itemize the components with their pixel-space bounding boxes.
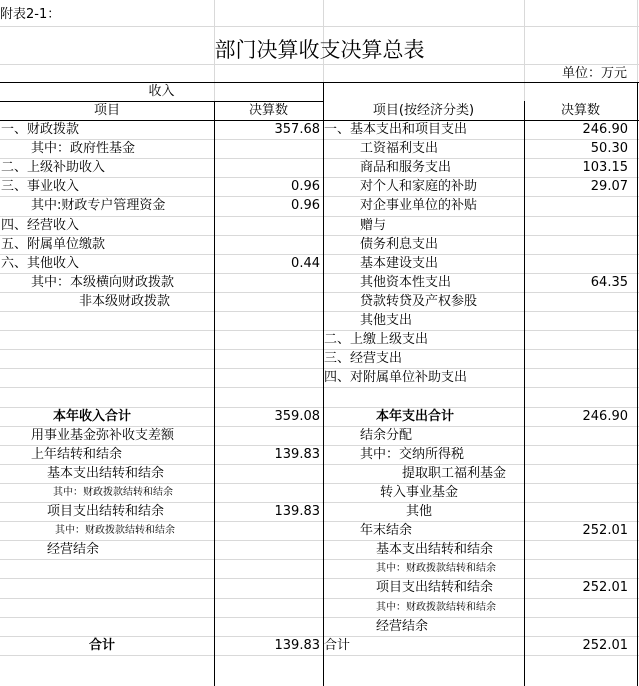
expenditure-item-label: 项目支出结转和结余: [376, 580, 494, 595]
income-item-amount: 139.83: [274, 447, 320, 462]
expenditure-item-label: 本年支出合计: [376, 409, 455, 424]
right-item-header: 项目(按经济分类): [372, 103, 475, 118]
income-item-label: 用事业基金弥补收支差额: [31, 428, 175, 443]
expenditure-item-label: 转入事业基金: [380, 485, 459, 500]
income-item-amount: 359.08: [274, 409, 320, 424]
attachment-note: 附表2-1：: [0, 7, 61, 22]
row-gridline: [0, 368, 639, 369]
expenditure-item-label: 二、上缴上级支出: [324, 332, 429, 347]
expenditure-item-amount: 252.01: [582, 580, 628, 595]
income-item-amount: 357.68: [274, 122, 320, 137]
expenditure-item-label: 对企事业单位的补贴: [360, 198, 478, 213]
income-item-amount: 139.83: [274, 638, 320, 653]
expenditure-item-label: 三、经营支出: [324, 351, 403, 366]
expenditure-item-label: 对个人和家庭的补助: [360, 179, 478, 194]
income-item-label: 三、事业收入: [1, 179, 80, 194]
expenditure-item-label: 商品和服务支出: [360, 160, 452, 175]
income-item-amount: 0.44: [291, 256, 320, 271]
expenditure-item-label: 其中：交纳所得税: [360, 447, 465, 462]
unit-label: 单位：万元: [561, 66, 627, 81]
income-item-label: 五、附属单位缴款: [1, 237, 106, 252]
row-gridline: [0, 216, 639, 217]
income-item-amount: 0.96: [291, 179, 320, 194]
income-item-label: 六、其他收入: [1, 256, 80, 271]
expenditure-item-label: 合计: [324, 638, 351, 653]
income-item-label: 其中：财政拨款结转和结余: [55, 525, 175, 536]
expenditure-item-label: 其他: [406, 504, 433, 519]
page-title: 部门决算收支决算总表: [214, 38, 425, 62]
right-amount-header: 决算数: [560, 103, 600, 118]
income-item-label: 上年结转和结余: [31, 447, 123, 462]
income-item-label: 一、财政拨款: [1, 122, 80, 137]
left-amount-header: 决算数: [248, 103, 288, 118]
income-item-label: 其中：财政拨款结转和结余: [53, 487, 173, 498]
expenditure-item-label: 工资福利支出: [360, 141, 439, 156]
row-gridline: [0, 617, 639, 618]
expenditure-item-label: 经营结余: [376, 619, 429, 634]
income-item-label: 四、经营收入: [1, 218, 80, 233]
expenditure-item-amount: 252.01: [582, 638, 628, 653]
income-item-label: 基本支出结转和结余: [47, 466, 165, 481]
income-item-label: 其中：本级横向财政拨款: [31, 275, 175, 290]
row-gridline: [0, 349, 639, 350]
income-item-label: 非本级财政拨款: [79, 294, 171, 309]
left-item-header: 项目: [93, 103, 120, 118]
expenditure-item-amount: 103.15: [582, 160, 628, 175]
income-item-label: 项目支出结转和结余: [47, 504, 165, 519]
income-item-label: 经营结余: [47, 542, 100, 557]
expenditure-item-label: 提取职工福利基金: [402, 466, 507, 481]
expenditure-item-label: 基本建设支出: [360, 256, 439, 271]
expenditure-item-label: 赠与: [360, 218, 387, 233]
expenditure-item-label: 结余分配: [360, 428, 413, 443]
expenditure-item-amount: 246.90: [582, 409, 628, 424]
expenditure-item-label: 贷款转贷及产权参股: [360, 294, 478, 309]
expenditure-item-amount: 64.35: [590, 275, 628, 290]
expenditure-item-label: 债务利息支出: [360, 237, 439, 252]
row-gridline: [0, 598, 639, 599]
income-header: 收入: [148, 84, 175, 99]
expenditure-item-label: 其中：财政拨款结转和结余: [376, 563, 496, 574]
expenditure-item-label: 年末结余: [360, 523, 413, 538]
row-gridline: [0, 655, 639, 656]
income-item-label: 二、上级补助收入: [1, 160, 106, 175]
expenditure-item-amount: 29.07: [590, 179, 628, 194]
expenditure-item-label: 四、对附属单位补助支出: [324, 370, 468, 385]
income-item-label: 合计: [89, 638, 116, 653]
expenditure-item-label: 其中：财政拨款结转和结余: [376, 602, 496, 613]
expenditure-item-label: 其他支出: [360, 313, 413, 328]
income-item-label: 其中:财政专户管理资金: [31, 198, 166, 213]
income-item-amount: 0.96: [291, 198, 320, 213]
row-gridline: [0, 311, 639, 312]
income-item-label: 其中：政府性基金: [31, 141, 136, 156]
row-gridline: [0, 330, 639, 331]
expenditure-item-amount: 246.90: [582, 122, 628, 137]
row-gridline: [0, 387, 639, 388]
income-item-amount: 139.83: [274, 504, 320, 519]
expenditure-item-label: 一、基本支出和项目支出: [324, 122, 468, 137]
income-item-label: 本年收入合计: [53, 409, 132, 424]
row-gridline: [0, 559, 639, 560]
expenditure-item-amount: 252.01: [582, 523, 628, 538]
expenditure-item-label: 基本支出结转和结余: [376, 542, 494, 557]
expenditure-item-label: 其他资本性支出: [360, 275, 452, 290]
expenditure-item-amount: 50.30: [590, 141, 628, 156]
